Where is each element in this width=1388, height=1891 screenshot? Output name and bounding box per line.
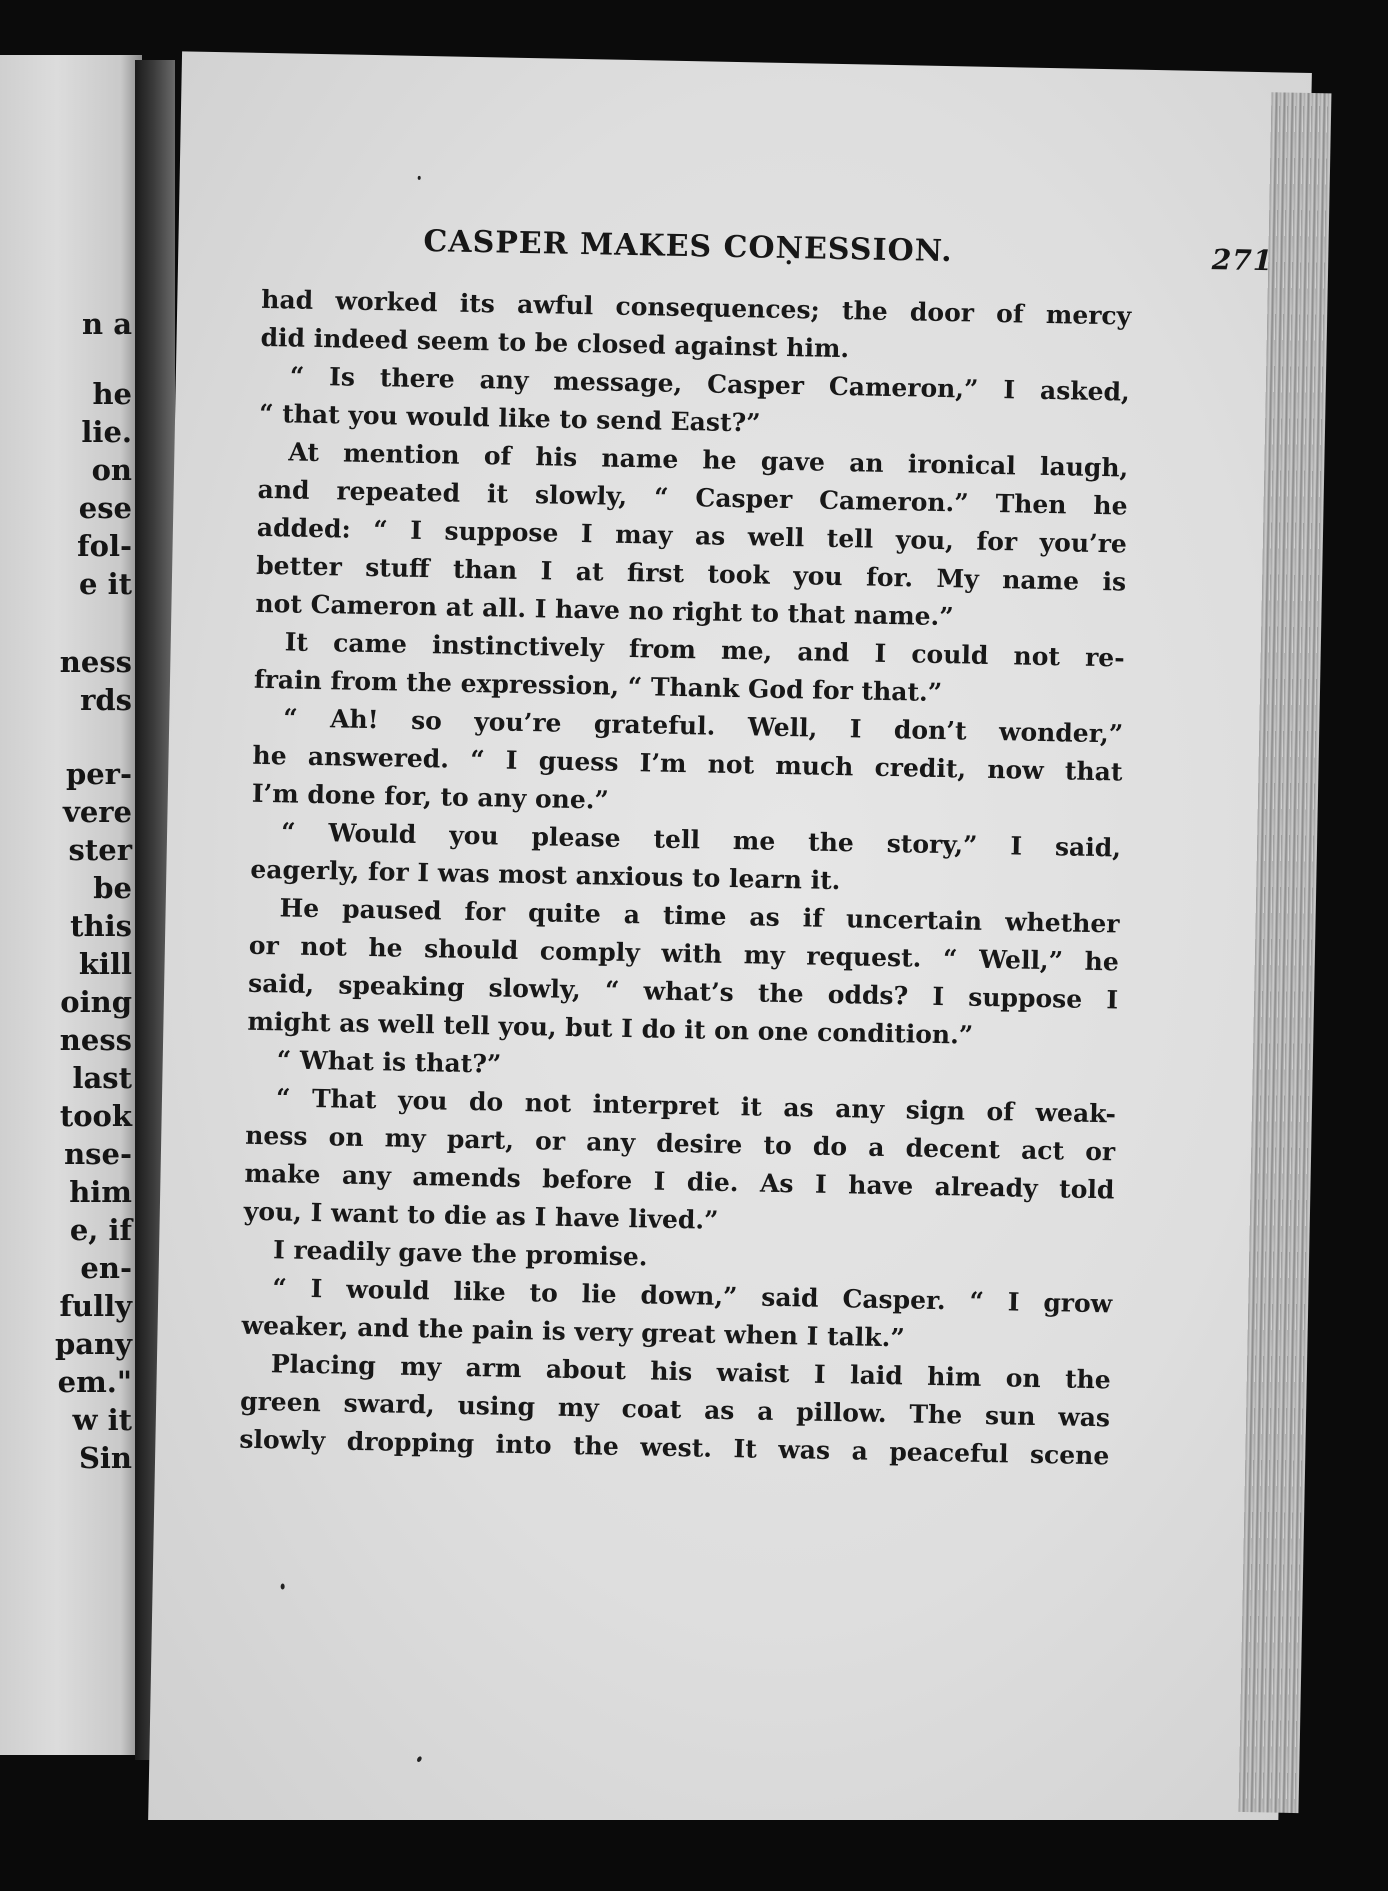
running-head bbox=[423, 223, 1274, 278]
text-line: you, I want to die as I have lived.” bbox=[243, 1196, 719, 1235]
left-page-line: him bbox=[69, 1175, 132, 1209]
running-title: CASPER MAKES COṆESSION. bbox=[423, 223, 953, 270]
left-page-line: oing bbox=[60, 985, 132, 1019]
text-line: weaker, and the pain is very great when I talk.” bbox=[241, 1310, 906, 1353]
text-line: “ I would like to lie down,” said Casper. “ I grow bbox=[272, 1273, 1113, 1319]
left-page-line: lie. bbox=[81, 415, 132, 449]
text-line: “ Is there any message, Casper Cameron,” I asked, bbox=[289, 361, 1131, 407]
left-page-line: ese bbox=[78, 491, 132, 525]
text-line: Placing my arm about his waist I laid him on the bbox=[270, 1349, 1112, 1395]
right-page bbox=[148, 51, 1312, 1842]
left-page-line: ster bbox=[68, 833, 132, 867]
text-line: slowly dropping into the west. It was a peaceful scene bbox=[239, 1424, 1110, 1471]
text-line: “ That you do not interpret it as any sign of weak- bbox=[275, 1083, 1117, 1129]
left-page-line: fully bbox=[59, 1289, 132, 1323]
left-page-line: n a bbox=[82, 307, 132, 341]
page-edges bbox=[1238, 92, 1331, 1813]
left-page-line: Sin bbox=[78, 1441, 132, 1475]
text-line: ness on my part, or any desire to do a decent act or bbox=[245, 1120, 1116, 1167]
left-page-line: w it bbox=[72, 1403, 132, 1437]
text-line: and repeated it slowly, “ Casper Cameron.” Then he bbox=[257, 474, 1128, 521]
page-number: 271 bbox=[1211, 243, 1274, 278]
left-page-line: em." bbox=[57, 1365, 132, 1399]
ink-speck bbox=[416, 1756, 423, 1763]
left-page-line: per- bbox=[65, 757, 132, 791]
left-page-line: this bbox=[70, 909, 132, 943]
text-line: better stuff than I at first took you for. My name is bbox=[255, 550, 1127, 597]
text-line: he answered. “ I guess I’m not much credit, now that bbox=[252, 740, 1123, 787]
left-page-line: en- bbox=[80, 1251, 132, 1285]
left-page-line: kill bbox=[78, 947, 132, 981]
text-line: “ What is that?” bbox=[276, 1045, 502, 1079]
text-line: make any amends before I die. As I have already told bbox=[244, 1158, 1115, 1205]
text-line: He paused for quite a time as if uncertain whether bbox=[279, 893, 1120, 939]
left-page-line: nse- bbox=[64, 1137, 132, 1171]
text-line: frain from the expression, “ Thank God for that.” bbox=[253, 664, 943, 708]
text-line: had worked its awful consequences; the door of mercy bbox=[261, 284, 1132, 331]
body-text bbox=[239, 281, 1131, 1475]
text-line: eagerly, for I was most anxious to learn it. bbox=[250, 854, 841, 896]
left-page-fragment bbox=[0, 55, 142, 1755]
text-line: or not he should comply with my request. “ Well,” he bbox=[248, 930, 1120, 977]
left-page-line: ness bbox=[59, 645, 132, 679]
text-line: I’m done for, to any one.” bbox=[251, 778, 610, 815]
text-line: “ that you would like to send East?” bbox=[258, 398, 761, 438]
text-line: “ Would you please tell me the story,” I said, bbox=[280, 817, 1122, 863]
left-page-line: on bbox=[91, 453, 132, 487]
left-page-line: e, if bbox=[69, 1213, 132, 1247]
text-line: green sward, using my coat as a pillow. The sun was bbox=[239, 1386, 1111, 1433]
ink-speck bbox=[418, 176, 421, 180]
scan-background bbox=[0, 1820, 1388, 1891]
left-page-line: fol- bbox=[77, 529, 132, 563]
ink-speck bbox=[281, 1583, 285, 1589]
left-page-line: he bbox=[92, 377, 132, 411]
left-page-line: rds bbox=[80, 683, 132, 717]
left-page-line: vere bbox=[62, 795, 132, 829]
left-page-line: e it bbox=[79, 567, 132, 601]
text-line: At mention of his name he gave an ironical laugh, bbox=[288, 437, 1129, 483]
text-line: I readily gave the promise. bbox=[272, 1235, 648, 1272]
left-page-line: took bbox=[59, 1099, 132, 1133]
text-line: “ Ah! so you’re grateful. Well, I don’t wonder,” bbox=[283, 703, 1124, 749]
text-line: It came instinctively from me, and I could not re- bbox=[284, 627, 1125, 673]
left-page-line: last bbox=[72, 1061, 132, 1095]
text-line: might as well tell you, but I do it on one condition.” bbox=[247, 1006, 974, 1050]
left-page-line: ness bbox=[59, 1023, 132, 1057]
text-line: not Cameron at all. I have no right to that name.” bbox=[255, 588, 954, 632]
text-line: added: “ I suppose I may as well tell you, for you’re bbox=[256, 512, 1128, 559]
left-page-line: be bbox=[93, 871, 132, 905]
text-line: did indeed seem to be closed against him. bbox=[260, 322, 850, 364]
text-line: said, speaking slowly, “ what’s the odds? I suppose I bbox=[247, 968, 1119, 1015]
left-page-line: pany bbox=[54, 1327, 132, 1361]
